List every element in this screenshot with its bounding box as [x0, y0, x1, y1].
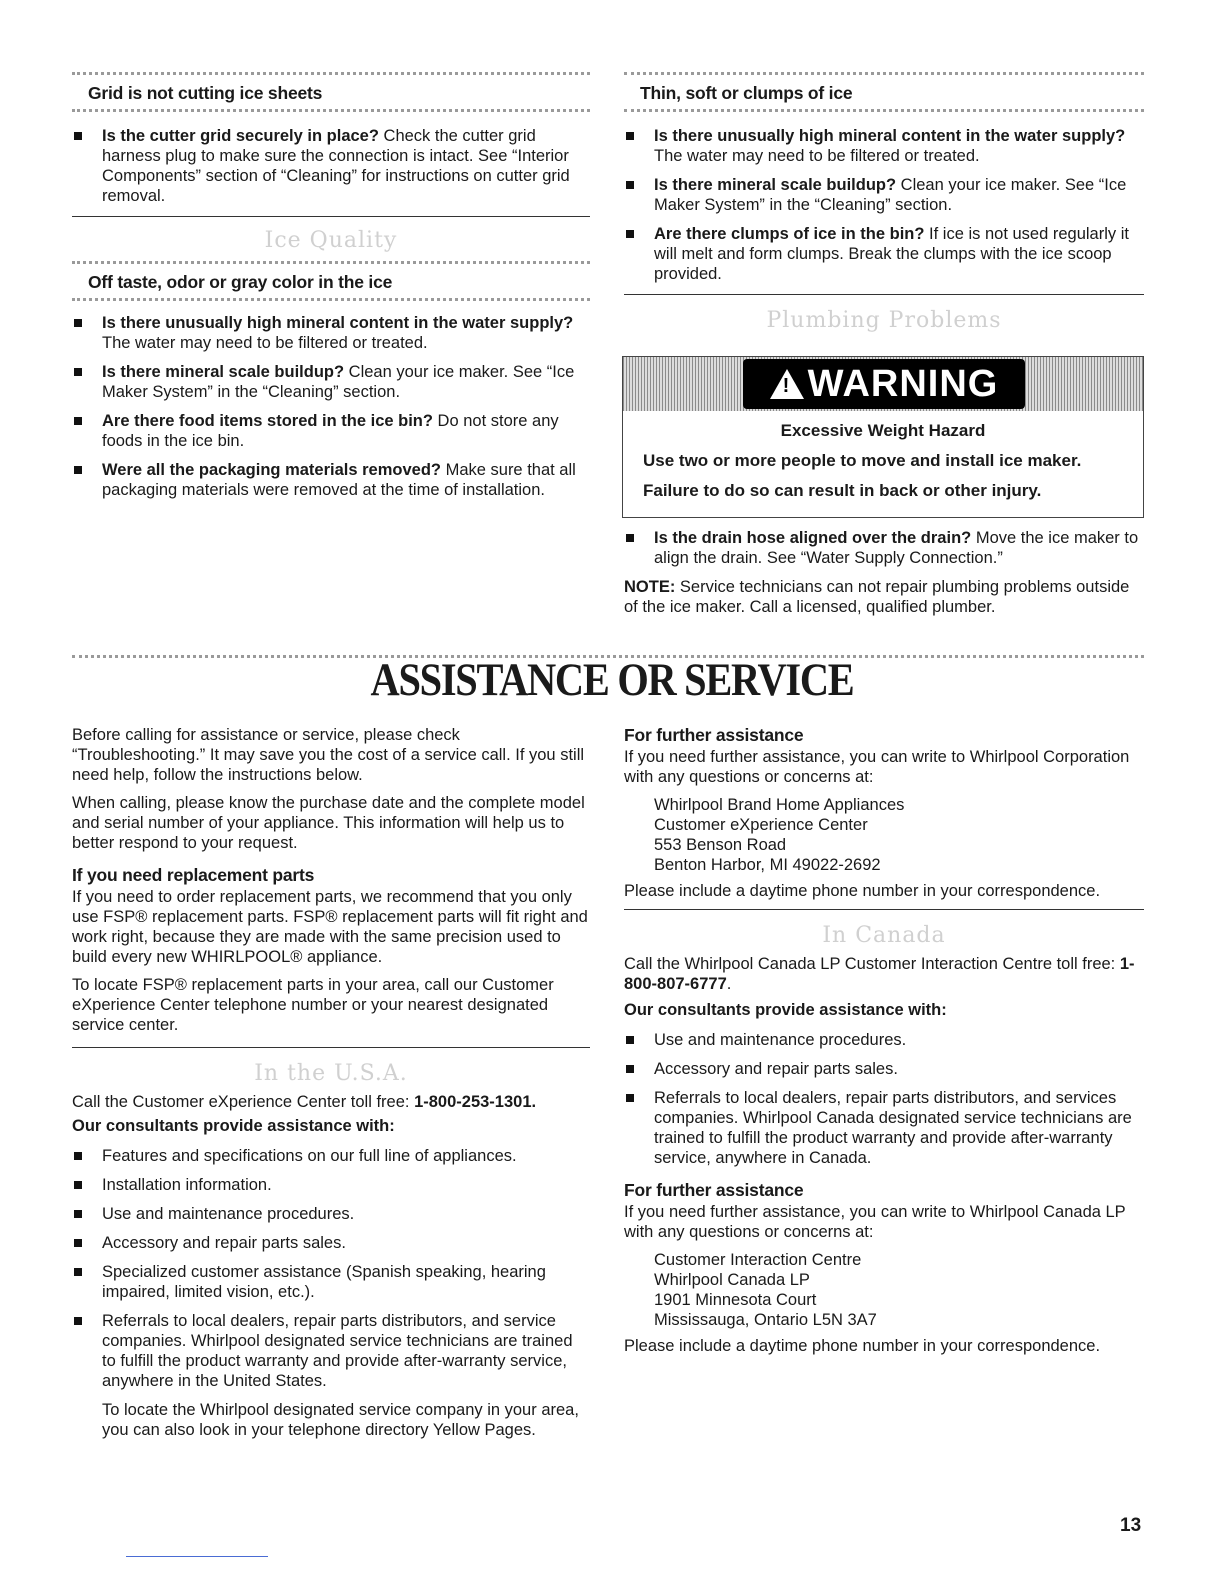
list-item: Accessory and repair parts sales.: [624, 1059, 1144, 1079]
plumbing-title: Plumbing Problems: [766, 308, 1002, 333]
grid-heading: Grid is not cutting ice sheets: [88, 83, 323, 103]
warning-hazard: Excessive Weight Hazard: [780, 421, 986, 440]
list-item: Installation information.: [72, 1175, 590, 1195]
usa-consult: Our consultants provide assistance with:: [72, 1117, 395, 1135]
page-title: ASSISTANCE OR SERVICE: [370, 654, 854, 706]
drain-list: [624, 528, 1144, 568]
address-us: Whirlpool Brand Home Appliances Customer eXperience Center 553 Benson Road Benton Harbor, MI 49022-2692: [654, 796, 905, 874]
drain-section: [624, 528, 1144, 625]
canada-list: [624, 1030, 1144, 1168]
taste-list: [72, 313, 590, 500]
right-top-column: [624, 72, 1144, 331]
address-ca: Customer Interaction Centre Whirlpool Canada LP 1901 Minnesota Court Mississauga, Ontario L5N 3A7: [654, 1251, 877, 1329]
usa-locate: To locate the Whirlpool designated service company in your area, you can also look in your telephone directory Yellow Pages.: [102, 1401, 579, 1439]
canada-consult: Our consultants provide assistance with:: [624, 1001, 947, 1019]
intro1: Before calling for assistance or service, please check “Troubleshooting.” It may save you the cost of a service call. If you still need help, follow the instructions below.: [72, 726, 585, 784]
warning-line1: Use two or more people to move and install ice maker.: [643, 451, 1082, 470]
canada-title: In Canada: [822, 923, 946, 948]
include-phone-2: Please include a daytime phone number in your correspondence.: [624, 1337, 1101, 1355]
left-top-column: [72, 72, 590, 509]
intro2: When calling, please know the purchase date and the complete model and serial number of your appliance. This information will help us to better respond to your request.: [72, 794, 585, 852]
list-item: Accessory and repair parts sales.: [72, 1233, 590, 1253]
further-heading-2: For further assistance: [624, 1180, 804, 1200]
footer-line: [126, 1556, 268, 1557]
thin-list: [624, 126, 1144, 284]
assist-left-column: [72, 725, 590, 1448]
list-item: Are there clumps of ice in the bin? If ice is not used regularly it will melt and form clumps. Break the clumps with the ice scoop provided.: [624, 224, 1144, 284]
list-item: Is there unusually high mineral content in the water supply? The water may need to be filtered or treated.: [624, 126, 1144, 166]
warning-triangle-icon: !: [770, 369, 804, 399]
divider: [72, 298, 590, 301]
list-item: Are there food items stored in the ice bin? Do not store any foods in the ice bin.: [72, 411, 590, 451]
divider: [72, 109, 590, 112]
parts-heading: If you need replacement parts: [72, 865, 315, 885]
warning-text: [623, 411, 1143, 521]
list-item: Is the drain hose aligned over the drain? Move the ice maker to align the drain. See “Water Supply Connection.”: [624, 528, 1144, 568]
rule: [72, 216, 590, 217]
further-ca: If you need further assistance, you can write to Whirlpool Canada LP with any questions or concerns at:: [624, 1203, 1126, 1241]
assist-right-column: [624, 725, 1144, 1364]
thin-heading: Thin, soft or clumps of ice: [640, 83, 853, 103]
usa-list: [72, 1146, 590, 1391]
usa-title: In the U.S.A.: [254, 1061, 408, 1086]
list-item: Is there unusually high mineral content in the water supply? The water may need to be filtered or treated.: [72, 313, 590, 353]
taste-heading: Off taste, odor or gray color in the ice: [88, 272, 393, 292]
list-item: Referrals to local dealers, repair parts distributors, and service companies. Whirlpool designated service technicians are trained to fulfill the product warranty and provide after-warranty service, anywhere in the United States.: [72, 1311, 590, 1391]
include-phone: Please include a daytime phone number in your correspondence.: [624, 882, 1101, 900]
warning-label: ! WARNING: [743, 359, 1025, 409]
grid-list: [72, 126, 590, 206]
list-item: Is the cutter grid securely in place? Check the cutter grid harness plug to make sure the connection is intact. See “Interior Components” section of “Cleaning” for instructions on cutter grid removal.: [72, 126, 590, 206]
ice-quality-title: Ice Quality: [264, 228, 398, 253]
list-item: Is there mineral scale buildup? Clean your ice maker. See “Ice Maker System” in the “Cleaning” section.: [624, 175, 1144, 215]
list-item: Referrals to local dealers, repair parts distributors, and services companies. Whirlpool Canada designated service technicians are trained to fulfill the product warranty and provide after-warranty service, anywhere in Canada.: [624, 1088, 1144, 1168]
list-item: Were all the packaging materials removed? Make sure that all packaging materials were removed at the time of installation.: [72, 460, 590, 500]
note: NOTE: Service technicians can not repair plumbing problems outside of the ice maker. Call a licensed, qualified plumber.: [624, 578, 1130, 616]
list-item: Is there mineral scale buildup? Clean your ice maker. See “Ice Maker System” in the “Cleaning” section.: [72, 362, 590, 402]
rule: [624, 909, 1144, 910]
canada-call: Call the Whirlpool Canada LP Customer Interaction Centre toll free: 1-800-807-6777.: [624, 955, 1135, 993]
parts2: To locate FSP® replacement parts in your area, call our Customer eXperience Center telephone number or your nearest designated service center.: [72, 976, 554, 1034]
warning-line2: Failure to do so can result in back or other injury.: [643, 481, 1042, 500]
page-number: 13: [1120, 1515, 1142, 1536]
warning-bar: [623, 357, 1143, 411]
warning-box: [622, 356, 1144, 518]
divider: [624, 109, 1144, 112]
rule: [624, 294, 1144, 295]
list-item: Use and maintenance procedures.: [624, 1030, 1144, 1050]
list-item: Use and maintenance procedures.: [72, 1204, 590, 1224]
parts1: If you need to order replacement parts, we recommend that you only use FSP® replacement parts. FSP® replacement parts will fit right and work right, because they are made with the same precision used to build every new WHIRLPOOL® appliance.: [72, 888, 588, 966]
list-item: Specialized customer assistance (Spanish speaking, hearing impaired, limited vision, etc.).: [72, 1262, 590, 1302]
further-us: If you need further assistance, you can write to Whirlpool Corporation with any questions or concerns at:: [624, 748, 1130, 786]
usa-call: Call the Customer eXperience Center toll free: 1-800-253-1301.: [72, 1093, 537, 1111]
further-heading: For further assistance: [624, 725, 804, 745]
list-item: Features and specifications on our full line of appliances.: [72, 1146, 590, 1166]
rule: [72, 1047, 590, 1048]
